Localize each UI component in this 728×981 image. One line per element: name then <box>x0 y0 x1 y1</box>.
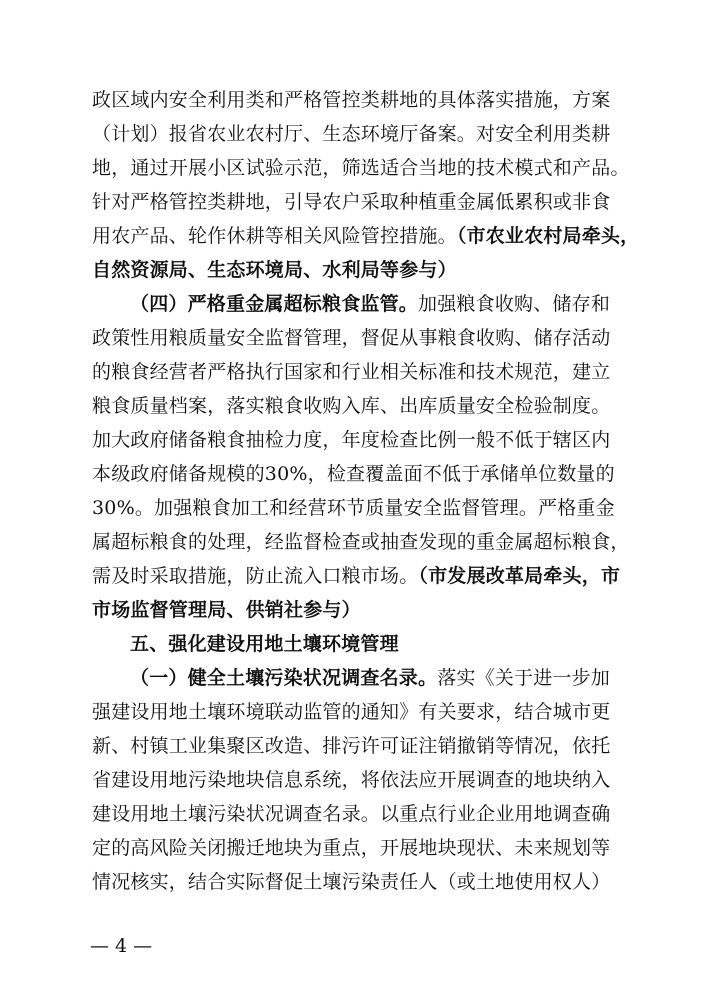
text-line: 属超标粮食的处理，经监督检查或抽查发现的重金属超标粮食， <box>92 531 630 553</box>
text-line: 省建设用地污染地块信息系统，将依法应开展调查的地块纳入 <box>92 769 611 791</box>
text-line: 本级政府储备规模的30%，检查覆盖面不低于承储单位数量的 <box>92 463 615 485</box>
text-line: 新、村镇工业集聚区改造、排污许可证注销撤销等情况，依托 <box>92 735 611 757</box>
text-line: 情况核实，结合实际督促土壤污染责任人（或土地使用权人） <box>92 871 611 893</box>
text-line: 定的高风险关闭搬迁地块为重点，开展地块现状、未来规划等 <box>92 837 611 859</box>
text-line: 强建设用地土壤环境联动监管的通知》有关要求，结合城市更 <box>92 701 611 723</box>
lead-agency-note: （市农业农村局牵头， <box>456 225 640 247</box>
text-segment: 落实《关于进一步加 <box>437 667 611 689</box>
lead-agency-note: （市发展改革局牵头，市 <box>418 565 621 587</box>
text-line: 政区域内安全利用类和严格管控类耕地的具体落实措施，方案 <box>92 89 611 111</box>
text-line: 建设用地土壤污染状况调查名录。以重点行业企业用地调查确 <box>92 803 611 825</box>
text-segment: 用农产品、轮作休耕等相关风险管控措施。 <box>92 225 457 247</box>
text-segment: 加强粮食收购、储存和 <box>418 293 611 315</box>
page-number: — 4 — <box>90 935 153 957</box>
text-line: 30%。加强粮食加工和经营环节质量安全监督管理。严格重金 <box>92 497 615 519</box>
text-line: （计划）报省农业农村厅、生态环境厅备案。对安全利用类耕 <box>92 123 611 145</box>
lead-agency-note: 自然资源局、生态环境局、水利局等参与） <box>92 259 457 281</box>
text-line: 政策性用粮质量安全监督管理，督促从事粮食收购、储存活动 <box>92 327 611 349</box>
subsection-heading: （一）健全土壤污染状况调查名录。 <box>130 667 438 689</box>
section-paragraph-start <box>92 664 637 692</box>
text-line <box>92 562 637 590</box>
section-paragraph-start <box>92 290 637 318</box>
text-segment: 需及时采取措施，防止流入口粮市场。 <box>92 565 419 587</box>
section-heading: 五、强化建设用地土壤环境管理 <box>130 633 399 655</box>
text-line: 地，通过开展小区试验示范，筛选适合当地的技术模式和产品。 <box>92 157 630 179</box>
text-line: 的粮食经营者严格执行国家和行业相关标准和技术规范，建立 <box>92 361 611 383</box>
text-line <box>92 222 640 250</box>
text-line: 加大政府储备粮食抽检力度，年度检查比例一般不低于辖区内 <box>92 429 611 451</box>
subsection-heading: （四）严格重金属超标粮食监管。 <box>130 293 419 315</box>
lead-agency-note: 市场监督管理局、供销社参与） <box>92 599 361 621</box>
text-line: 粮食质量档案，落实粮食收购入库、出库质量安全检验制度。 <box>92 395 611 417</box>
text-line: 针对严格管控类耕地，引导农户采取种植重金属低累积或非食 <box>92 191 611 213</box>
